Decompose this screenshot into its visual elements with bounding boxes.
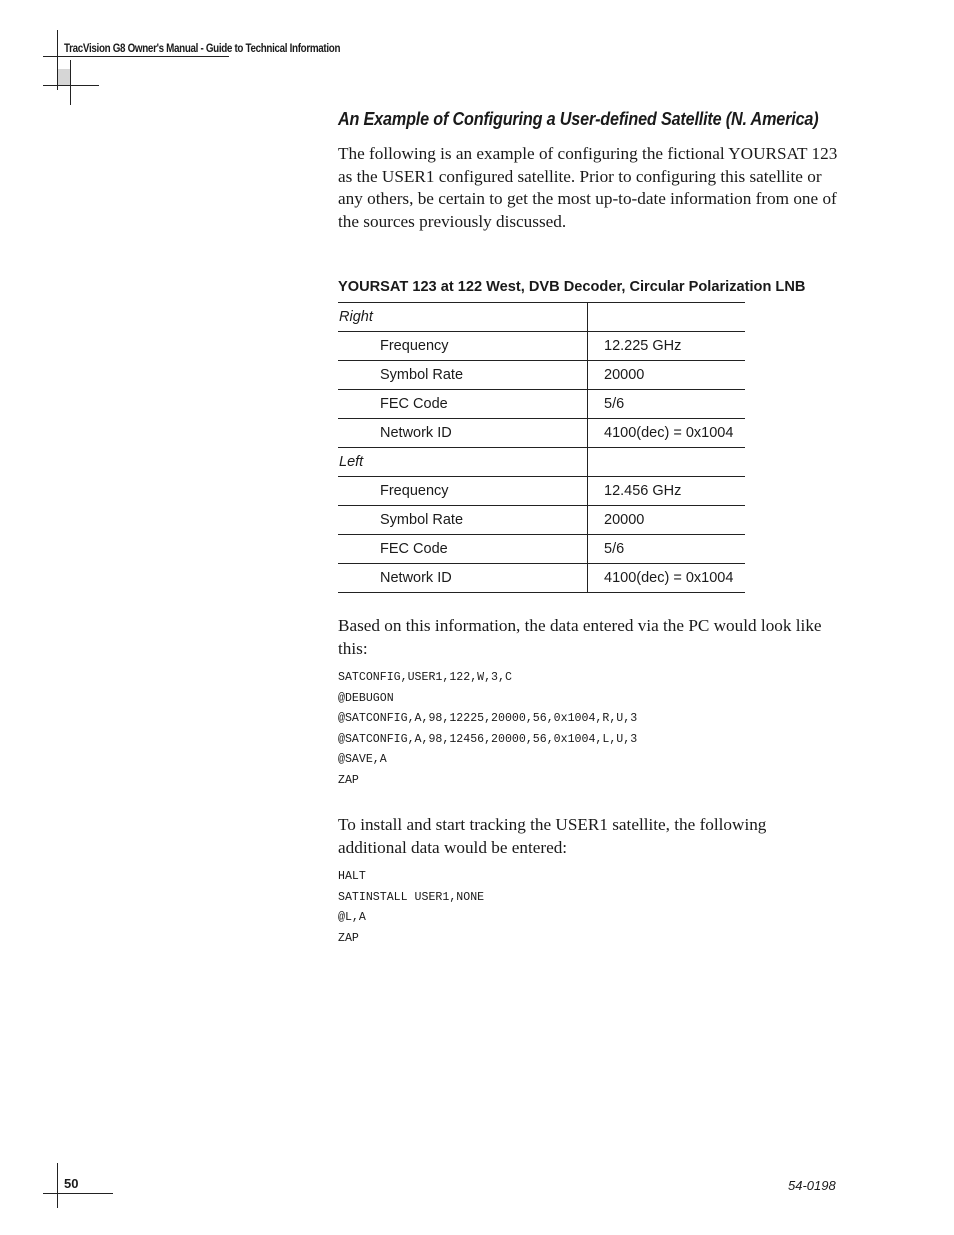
section-title: An Example of Configuring a User-defined Satellite (N. America): [338, 109, 819, 129]
param-value: 12.456 GHz: [588, 477, 746, 506]
footer-rule: [43, 1193, 113, 1194]
param-name: Symbol Rate: [338, 506, 588, 535]
running-head: TracVision G8 Owner's Manual - Guide to Technical Information: [64, 41, 341, 55]
table-row: [338, 332, 745, 361]
param-name: Network ID: [338, 564, 588, 593]
pc-entry-paragraph: Based on this information, the data entered via the PC would look like this:: [338, 616, 822, 658]
param-name: Frequency: [338, 332, 588, 361]
param-name: FEC Code: [338, 535, 588, 564]
intro-paragraph: The following is an example of configuring the fictional YOURSAT 123 as the USER1 configured satellite. Prior to configuring this satellite or any others, be certain to get the most up-to-date information from one of the sources previously discussed.: [338, 144, 838, 231]
document-number: 54-0198: [788, 1178, 836, 1193]
table-row: [338, 361, 745, 390]
param-name: FEC Code: [338, 390, 588, 419]
satellite-parameters-table: [338, 302, 745, 593]
table-row: [338, 390, 745, 419]
page-number: 50: [64, 1176, 79, 1191]
table-row: [338, 477, 745, 506]
param-value: 4100(dec) = 0x1004: [588, 419, 746, 448]
table-group-row: [338, 303, 745, 332]
header-rule: [43, 56, 229, 57]
param-value: 5/6: [588, 535, 746, 564]
table-row: [338, 419, 745, 448]
param-value: 20000: [588, 361, 746, 390]
install-paragraph: To install and start tracking the USER1 satellite, the following additional data would be entered:: [338, 815, 767, 857]
pc-entry-code-block: SATCONFIG,USER1,122,W,3,C @DEBUGON @SATCONFIG,A,98,12225,20000,56,0x1004,R,U,3 @SATCONFIG,A,98,12456,20000,56,0x1004,L,U,3 @SAVE,A ZAP: [338, 671, 638, 787]
param-name: Frequency: [338, 477, 588, 506]
param-value: 4100(dec) = 0x1004: [588, 564, 746, 593]
crop-mark-vertical-right: [70, 60, 71, 105]
param-value: 5/6: [588, 390, 746, 419]
registration-mark-box: [57, 69, 71, 85]
param-value: 12.225 GHz: [588, 332, 746, 361]
crop-mark-vertical-left: [57, 30, 58, 90]
install-code-block: HALT SATINSTALL USER1,NONE @L,A ZAP: [338, 870, 485, 945]
table-group-row: [338, 448, 745, 477]
table-row: [338, 564, 745, 593]
param-value: 20000: [588, 506, 746, 535]
table-row: [338, 535, 745, 564]
param-name: Symbol Rate: [338, 361, 588, 390]
param-name: Network ID: [338, 419, 588, 448]
table-row: [338, 506, 745, 535]
crop-mark-horizontal: [43, 85, 99, 86]
group-label: Right: [338, 303, 588, 332]
footer-crop-mark-vertical: [57, 1163, 58, 1208]
group-label: Left: [338, 448, 588, 477]
table-caption: YOURSAT 123 at 122 West, DVB Decoder, Circular Polarization LNB: [338, 279, 806, 295]
